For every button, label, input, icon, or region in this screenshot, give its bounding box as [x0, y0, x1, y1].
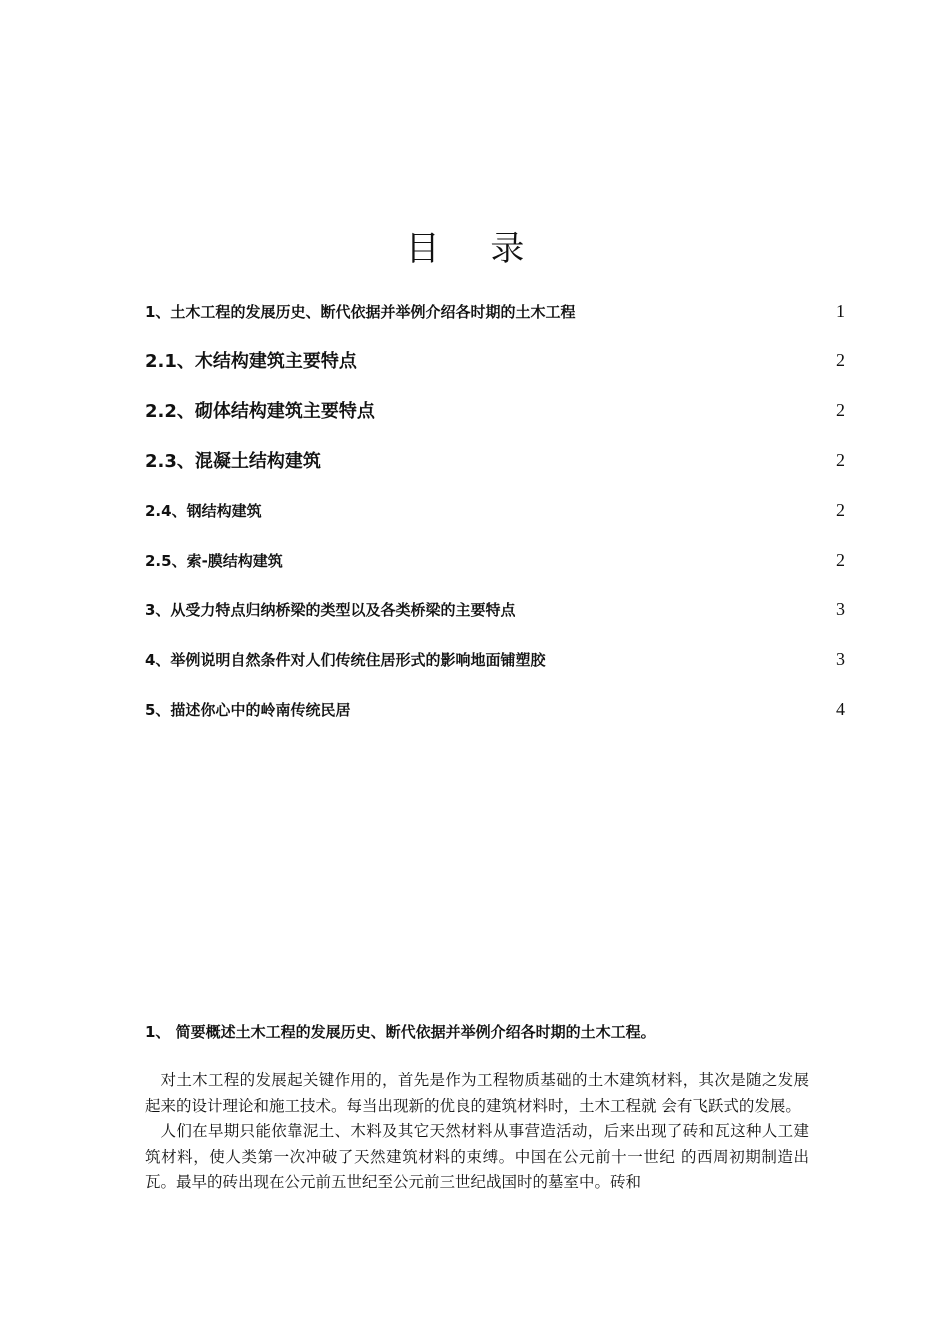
toc-entry[interactable]: [145, 345, 845, 375]
toc-entry-page: 3: [836, 598, 845, 619]
toc-entry-label: 5、描述你心中的岭南传统民居: [145, 700, 351, 719]
toc-entry-label: 2.2、砌体结构建筑主要特点: [145, 401, 375, 422]
toc-entry-label: 4、举例说明自然条件对人们传统住居形式的影响地面铺塑胶: [145, 650, 546, 669]
section-heading: 1、 简要概述土木工程的发展历史、断代依据并举例介绍各时期的土木工程。: [145, 1023, 656, 1041]
toc-entry-label: 2.3、混凝土结构建筑: [145, 451, 321, 472]
toc-entry-label: 2.1、木结构建筑主要特点: [145, 351, 357, 372]
toc-entry-page: 1: [836, 300, 845, 321]
body-paragraph: 人们在早期只能依靠泥土、木料及其它天然材料从事营造活动，后来出现了砖和瓦这种人工建筑材料，使人类第一次冲破了天然建筑材料的束缚。中国在公元前十一世纪 的西周初期制造出瓦。最早的砖出现在公元前五世纪至公元前三世纪战国时的墓室中。砖和: [145, 1122, 809, 1191]
toc-entry[interactable]: [145, 594, 845, 624]
toc-entry-page: 2: [836, 549, 845, 570]
toc-entry-page: 3: [836, 648, 845, 669]
toc-entry[interactable]: [145, 296, 845, 326]
toc-title: 目 录: [405, 229, 545, 269]
toc-entry-label: 3、从受力特点归纳桥梁的类型以及各类桥梁的主要特点: [145, 600, 516, 619]
toc-entry-label: 2.4、钢结构建筑: [145, 501, 262, 520]
toc-entry-page: 2: [836, 499, 845, 520]
toc-entry-page: 2: [836, 449, 845, 470]
toc-entry[interactable]: [145, 445, 845, 475]
toc-entry-page: 4: [836, 698, 845, 719]
toc-entry[interactable]: [145, 395, 845, 425]
toc-entry-label: 1、土木工程的发展历史、断代依据并举例介绍各时期的土木工程: [145, 302, 576, 321]
toc-entry[interactable]: [145, 644, 845, 674]
toc-entry-page: 2: [836, 399, 845, 420]
body-paragraph: 对土木工程的发展起关键作用的，首先是作为工程物质基础的土木建筑材料，其次是随之发展起来的设计理论和施工技术。每当出现新的优良的建筑材料时，土木工程就 会有飞跃式的发展。: [145, 1071, 809, 1115]
toc-entry-label: 2.5、索-膜结构建筑: [145, 551, 283, 570]
toc-entry[interactable]: [145, 694, 845, 724]
toc-entry-page: 2: [836, 349, 845, 370]
toc-entry[interactable]: [145, 545, 845, 575]
toc-entry[interactable]: [145, 495, 845, 525]
section-body: [145, 1068, 809, 1196]
